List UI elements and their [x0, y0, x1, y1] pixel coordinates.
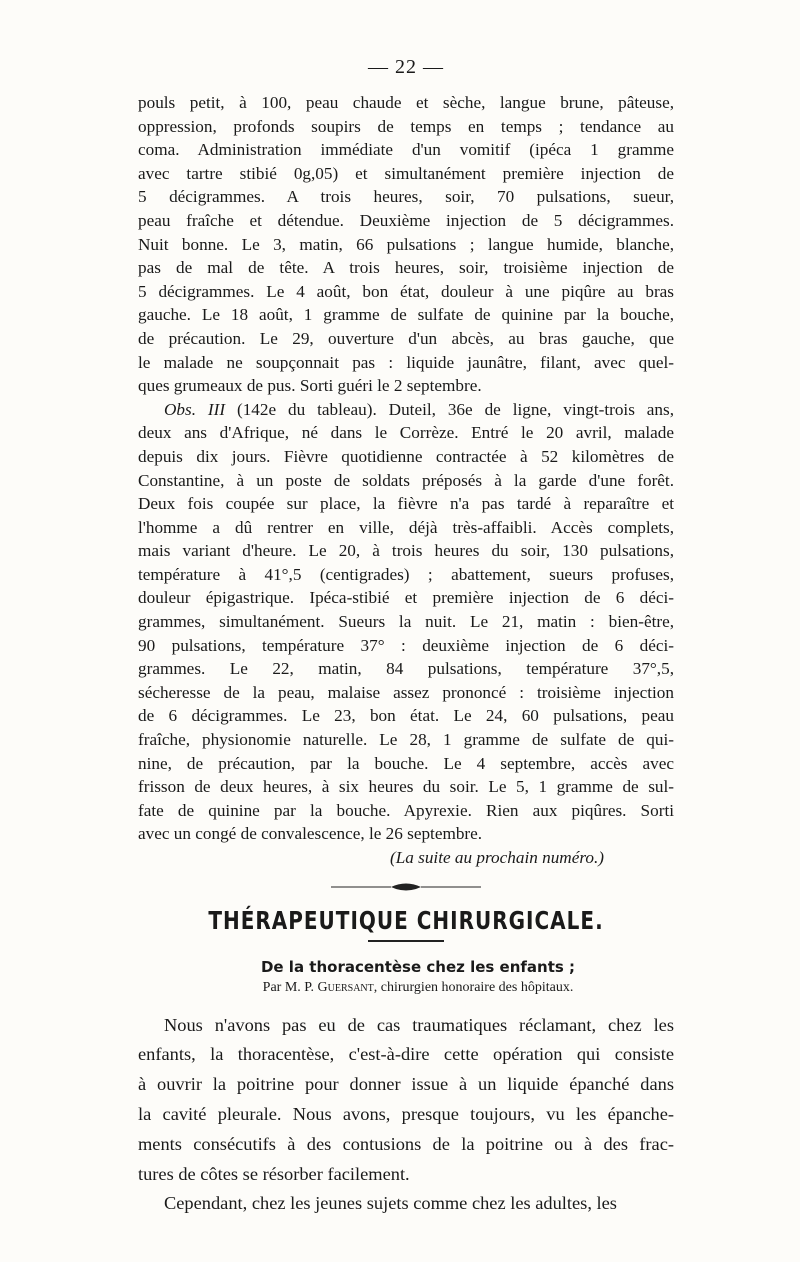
text-line: fraîche, physionomie naturelle. Le 28, 1 gramme de sulfate de qui- [138, 730, 674, 750]
text-line: Nous n'avons pas eu de cas traumatiques réclamant, chez les [164, 1014, 674, 1035]
text-line [138, 398, 674, 422]
byline [138, 980, 674, 996]
text-line: Cependant, chez les jeunes sujets comme chez les adultes, les [164, 1193, 617, 1214]
text-line: 5 décigrammes. Le 4 août, bon état, douleur à une piqûre au bras [138, 281, 674, 301]
text-line: pas de mal de tête. A trois heures, soir, troisième injection de [138, 258, 674, 278]
observation-3-first-line: (142e du tableau). Duteil, 36e de ligne, vingt-trois ans, [225, 399, 674, 419]
ornament-divider-graphic [331, 880, 481, 894]
text-line: douleur épigastrique. Ipéca-stibié et première injection de 6 déci- [138, 588, 674, 608]
text-line: frisson de deux heures, à six heures du soir. Le 5, 1 gramme de sul- [138, 777, 674, 797]
continued-note: (La suite au prochain numéro.) [389, 848, 604, 867]
text-line: mais variant d'heure. Le 20, à trois heures du soir, 130 pulsations, [138, 541, 674, 561]
text-line: enfants, la thoracentèse, c'est-à-dire cette opération qui consiste [138, 1044, 674, 1065]
byline-suffix: , chirurgien honoraire des hôpitaux. [373, 979, 574, 995]
text-line: fate de quinine par la bouche. Apyrexie. Rien aux piqûres. Sorti [138, 800, 674, 820]
short-rule [368, 940, 444, 942]
page-number: — 22 — [368, 56, 444, 78]
byline-author: Guersant [317, 979, 374, 995]
text-line: la cavité pleurale. Nous avons, presque toujours, vu les épanche- [138, 1103, 674, 1124]
text-line: sécheresse de la peau, malaise assez prononcé : troisième injection [138, 682, 674, 702]
text-line: Constantine, à un poste de soldats préposés à la garde d'une forêt. [138, 470, 674, 490]
ornament-divider [138, 870, 674, 904]
text-line: deux ans d'Afrique, né dans le Corrèze. Entré le 20 avril, malade [138, 423, 674, 443]
text-line: Deux fois coupée sur place, la fièvre n'a pas tardé à reparaître et [138, 494, 674, 514]
text-line: gauche. Le 18 août, 1 gramme de sulfate de quinine par la bouche, [138, 305, 674, 325]
text-line: ques grumeaux de pus. Sorti guéri le 2 septembre. [138, 376, 482, 396]
text-line: température à 41°,5 (centigrades) ; abattement, sueurs profuses, [138, 564, 674, 584]
text-line: grammes. Le 22, matin, 84 pulsations, température 37°,5, [138, 659, 674, 679]
document-page [138, 56, 674, 1222]
text-line: coma. Administration immédiate d'un vomitif (ipéca 1 gramme [138, 140, 674, 160]
text-line: 5 décigrammes. A trois heures, soir, 70 pulsations, sueur, [138, 187, 674, 207]
text-line: l'homme a dû rentrer en ville, déjà très-affaibli. Accès complets, [138, 517, 674, 537]
text-line: depuis dix jours. Fièvre quotidienne contractée à 52 kilomètres de [138, 446, 674, 466]
text-line: à ouvrir la poitrine pour donner issue à un liquide épanché dans [138, 1074, 674, 1095]
text-line: nine, de précaution, par la bouche. Le 4 septembre, accès avec [138, 753, 674, 773]
text-line: 90 pulsations, température 37° : deuxième injection de 6 déci- [138, 635, 674, 655]
text-line: de 6 décigrammes. Le 23, bon état. Le 24, 60 pulsations, peau [138, 706, 674, 726]
byline-prefix: Par M. P. [262, 979, 318, 995]
observation-3-paragraph [138, 398, 674, 846]
text-line: le malade ne soupçonnait pas : liquide jaunâtre, filant, avec quel- [138, 352, 674, 372]
text-line: avec un congé de convalescence, le 26 septembre. [138, 824, 483, 844]
text-line: Nuit bonne. Le 3, matin, 66 pulsations ; langue humide, blanche, [138, 234, 674, 254]
text-line: oppression, profonds soupirs de temps en temps ; tendance au [138, 116, 674, 136]
observation-2-paragraph [138, 91, 674, 398]
text-line: grammes, simultanément. Sueurs la nuit. Le 21, matin : bien-être, [138, 612, 674, 632]
text-line: tures de côtes se résorber facilement. [138, 1163, 410, 1184]
text-line: peau fraîche et détendue. Deuxième injection de 5 décigrammes. [138, 210, 674, 230]
text-line: pouls petit, à 100, peau chaude et sèche, langue brune, pâteuse, [138, 93, 674, 112]
article-title: De la thoracentèse chez les enfants ; [260, 957, 576, 976]
text-line: de précaution. Le 29, ouverture d'un abcès, au bras gauche, que [138, 328, 674, 348]
text-line: avec tartre stibié 0g,05) et simultanément première injection de [138, 163, 674, 183]
article-body [138, 1014, 674, 1223]
section-title: THÉRAPEUTIQUE CHIRURGICALE. [208, 904, 604, 935]
observation-label: Obs. III [164, 399, 226, 419]
text-line: ments consécutifs à des contusions de la poitrine ou à des frac- [138, 1133, 674, 1154]
